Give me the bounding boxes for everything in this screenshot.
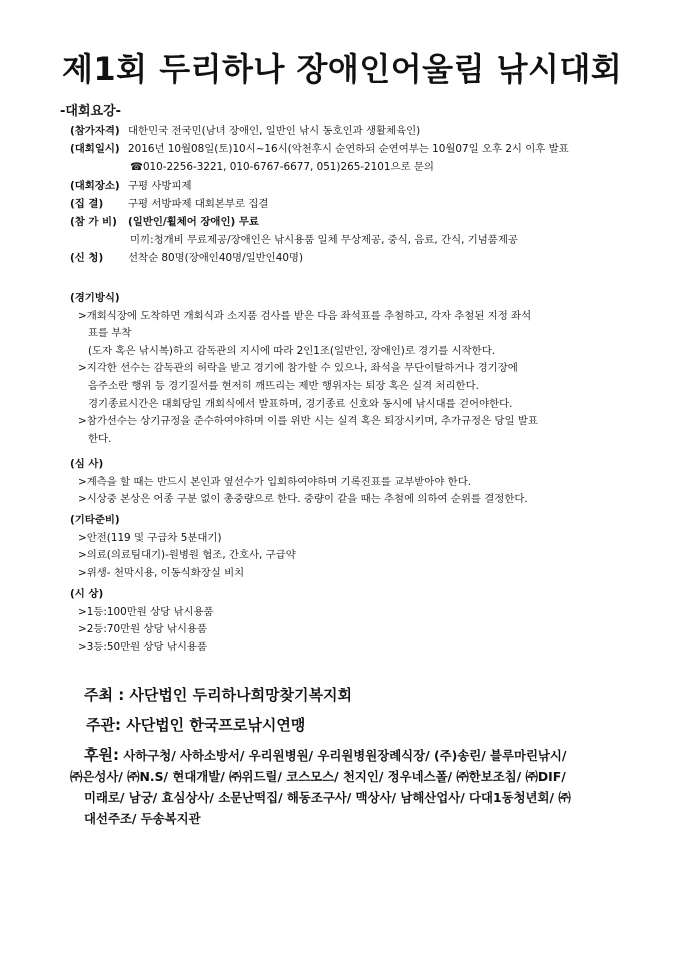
info-value: (일반인/휠체어 장애인) 무료: [128, 216, 259, 229]
info-row-fee: [70, 213, 630, 231]
list-item: >2등:70만원 상당 낚시용품: [78, 623, 207, 636]
list-item: >안전(119 및 구급차 5분대기): [78, 531, 222, 544]
sponsors-text: 사하구청/ 사하소방서/ 우리원병원/ 우리원병원장례식장/ (주)송린/ 블루마린낚시/: [123, 748, 567, 763]
document-title: 제1회 두리하나 장애인어울림 낚시대회: [62, 50, 623, 88]
etc-section: [70, 512, 630, 582]
sponsors-block: [70, 745, 644, 829]
info-row-venue: [70, 177, 630, 195]
sponsors-line: [84, 745, 644, 766]
rules-section: [70, 290, 630, 448]
host-line: 주최 : 사단법인 두리하나희망찾기복지회: [84, 686, 352, 704]
info-row-gathering: [70, 195, 630, 213]
list-item: >참가선수는 상기규정을 준수하여야하며 이를 위반 시는 실격 혹은 퇴장시키며, 추가규정은 당일 발표: [78, 415, 538, 428]
info-value: 대한민국 전국민(남녀 장애인, 일반인 낚시 동호인과 생활체육인): [128, 125, 421, 137]
info-label: (참가자격): [70, 125, 120, 137]
event-info: [70, 122, 630, 268]
info-row-registration: [70, 249, 630, 267]
info-value: 구평 서방파제 대회본부로 집결: [128, 197, 269, 210]
sponsors-text: 미래로/ 남궁/ 효심상사/ 소문난떡집/ 해동조구사/ 맥상사/ 남해산업사/ 다대1동청년회/ ㈜: [84, 790, 571, 805]
info-value: 2016년 10월08일(토)10시~16시(악천후시 순연하되 순연여부는 10월07일 오후 2시 이후 발표: [128, 143, 569, 156]
list-item: >시상중 본상은 어종 구분 없이 총중량으로 한다. 중량이 같을 때는 추첨에 의하여 순위를 결정한다.: [78, 493, 528, 506]
list-item: >3등:50만원 상당 낚시용품: [78, 640, 207, 653]
section-heading: (기타준비): [70, 514, 120, 526]
list-item: >개회식장에 도착하면 개회식과 소지품 검사를 받은 다음 좌석표를 추첨하고, 각자 추첨된 지정 좌석: [78, 309, 532, 322]
rules-lines: [70, 308, 630, 449]
list-item: 경기종료시간은 대회당일 개회식에서 발표하며, 경기종료 신호와 동시에 낚시대를 걷어야한다.: [88, 397, 513, 410]
info-label: (집 결): [70, 197, 104, 210]
info-label: (대회장소): [70, 179, 120, 192]
info-label: (참 가 비): [70, 216, 117, 229]
info-label: (신 청): [70, 252, 104, 265]
sponsors-text: ㈜은성사/ ㈜N.S/ 현대개발/ ㈜위드릴/ 코스모스/ 천지인/ 정우네스폴/ ㈜한보조침/ ㈜DIF/: [70, 769, 566, 784]
list-item: >의료(의료팀대기)-원병원 협조, 간호사, 구급약: [78, 549, 296, 562]
awards-section: [70, 586, 630, 656]
info-value: 선착순 80명(장애인40명/일반인40명): [128, 252, 304, 265]
sponsors-text: 대선주조/ 두송복지관: [84, 811, 201, 826]
info-row-participants: [70, 122, 630, 140]
list-item: 음주소란 행위 등 경기질서를 현저히 깨뜨리는 제반 행위자는 퇴장 혹은 실격 처리한다.: [88, 379, 479, 392]
section-heading: (경기방식): [70, 292, 120, 304]
list-item: 한다.: [88, 432, 112, 445]
list-item: >계측을 할 때는 반드시 본인과 옆선수가 입회하여야하며 기록진표를 교부받아야 한다.: [78, 475, 472, 488]
info-row-date: [70, 140, 630, 158]
list-item: >위생- 천막시용, 이동식화장실 비치: [78, 566, 245, 579]
judging-section: [70, 456, 630, 509]
info-contact: ☎010-2256-3221, 010-6767-6677, 051)265-2101으로 문의: [130, 161, 434, 174]
section-subtitle: -대회요강-: [60, 104, 122, 119]
list-item: >1등:100만원 상당 낚시용품: [78, 605, 214, 618]
info-label: (대회일시): [70, 143, 120, 156]
list-item: (도자 혹은 낚시복)하고 감독관의 지시에 따라 2인1조(일반인, 장애인)로 경기를 시작한다.: [88, 344, 496, 357]
info-fee-note: 미끼:청개비 무료제공/장애인은 낚시용품 일체 무상제공, 중식, 음료, 간식, 기념품제공: [130, 234, 518, 247]
list-item: 표를 부착: [88, 327, 132, 340]
info-value: 구평 사방피제: [128, 179, 192, 192]
sponsors-label: 후원:: [84, 746, 119, 764]
organizer-line: 주관: 사단법인 한국프로낚시연맹: [86, 716, 306, 734]
section-heading: (시 상): [70, 588, 104, 600]
section-heading: (심 사): [70, 458, 104, 470]
list-item: >지각한 선수는 감독관의 허락을 받고 경기에 참가할 수 있으나, 좌석을 무단이탈하거나 경기장에: [78, 362, 518, 375]
